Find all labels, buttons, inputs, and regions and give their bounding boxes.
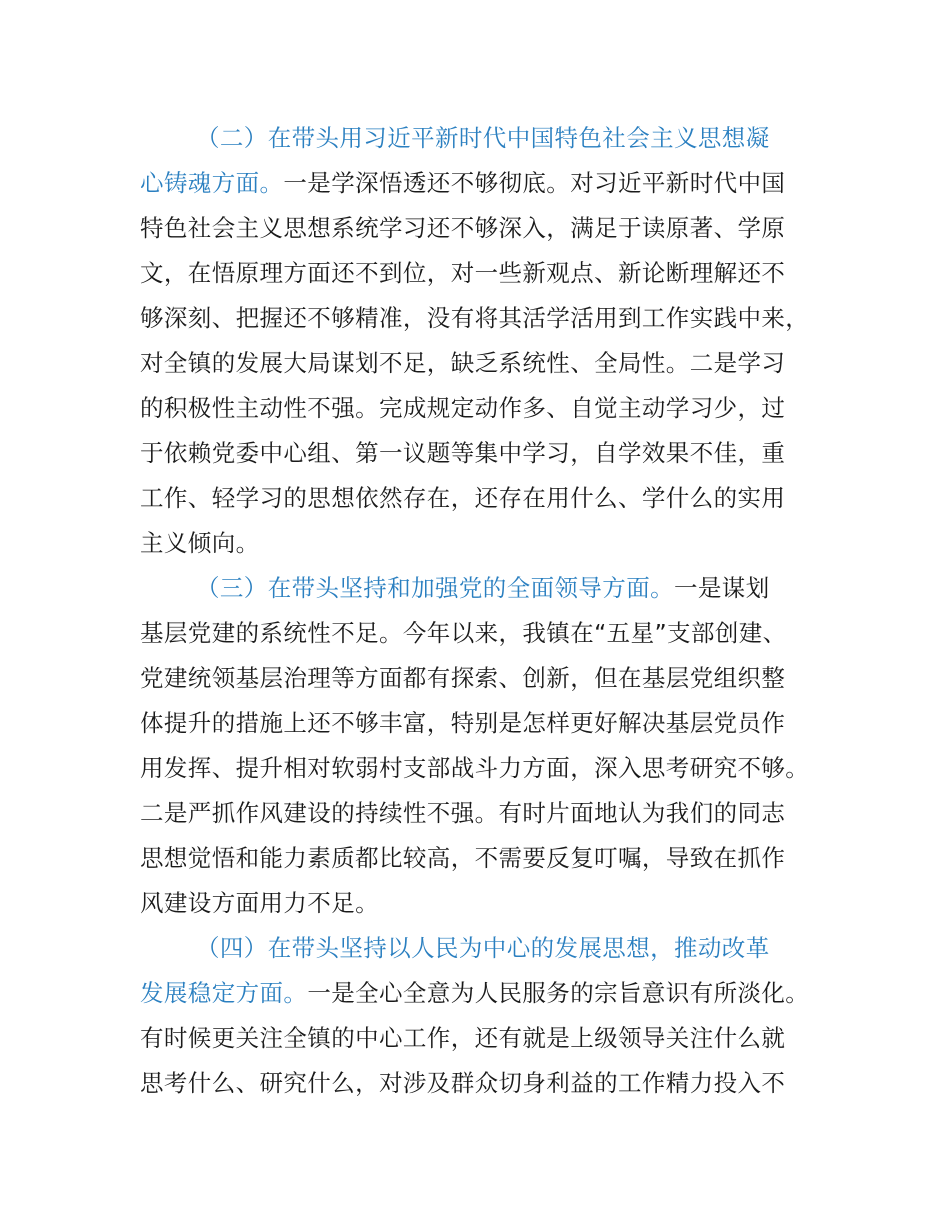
body-text: 用发挥、提升相对软弱村支部战斗力方面，深入思考研究不够。 bbox=[140, 754, 810, 782]
text-line bbox=[140, 116, 840, 161]
text-line bbox=[140, 161, 840, 206]
text-line bbox=[140, 881, 840, 926]
section-heading-text: 发展稳定方面。 bbox=[140, 979, 308, 1007]
text-line bbox=[140, 791, 840, 836]
section-heading-text: （三）在带头坚持和加强党的全面领导方面。 bbox=[196, 574, 674, 602]
body-text: 的积极性主动性不强。完成规定动作多、自觉主动学习少，过 bbox=[140, 394, 786, 422]
body-text: 党建统领基层治理等方面都有探索、创新，但在基层党组织整 bbox=[140, 664, 786, 692]
section-3-paragraph bbox=[140, 566, 840, 926]
text-line bbox=[140, 251, 840, 296]
text-line bbox=[140, 971, 840, 1016]
body-text: 于依赖党委中心组、第一议题等集中学习，自学效果不佳，重 bbox=[140, 439, 786, 467]
text-line bbox=[140, 611, 840, 656]
text-line bbox=[140, 206, 840, 251]
text-line bbox=[140, 746, 840, 791]
body-text: 二是严抓作风建设的持续性不强。有时片面地认为我们的同志 bbox=[140, 799, 786, 827]
text-line bbox=[140, 701, 840, 746]
text-line bbox=[140, 1016, 840, 1061]
body-text: 够深刻、把握还不够精准，没有将其活学活用到工作实践中来， bbox=[140, 304, 810, 332]
body-text: 思想觉悟和能力素质都比较高，不需要反复叮嘱，导致在抓作 bbox=[140, 844, 786, 872]
body-text: 风建设方面用力不足。 bbox=[140, 889, 379, 917]
section-2-paragraph bbox=[140, 116, 840, 566]
text-line bbox=[140, 341, 840, 386]
section-heading-text: （二）在带头用习近平新时代中国特色社会主义思想凝 bbox=[196, 124, 770, 152]
body-text: 特色社会主义思想系统学习还不够深入，满足于读原著、学原 bbox=[140, 214, 786, 242]
text-line bbox=[140, 926, 840, 971]
text-line bbox=[140, 296, 840, 341]
body-text: 主义倾向。 bbox=[140, 529, 260, 557]
section-heading-text: （四）在带头坚持以人民为中心的发展思想，推动改革 bbox=[196, 934, 770, 962]
section-4-paragraph bbox=[140, 926, 840, 1106]
text-line bbox=[140, 656, 840, 701]
body-text: 思考什么、研究什么，对涉及群众切身利益的工作精力投入不 bbox=[140, 1069, 786, 1097]
text-line bbox=[140, 836, 840, 881]
body-text: 一是谋划 bbox=[674, 574, 770, 602]
body-text: 对全镇的发展大局谋划不足，缺乏系统性、全局性。二是学习 bbox=[140, 349, 786, 377]
text-line bbox=[140, 1061, 840, 1106]
text-line bbox=[140, 476, 840, 521]
body-text: 工作、轻学习的思想依然存在，还存在用什么、学什么的实用 bbox=[140, 484, 786, 512]
body-text: 有时候更关注全镇的中心工作，还有就是上级领导关注什么就 bbox=[140, 1024, 786, 1052]
body-text: 基层党建的系统性不足。今年以来，我镇在“五星”支部创建、 bbox=[140, 619, 787, 647]
text-line bbox=[140, 566, 840, 611]
section-heading-text: 心铸魂方面。 bbox=[140, 169, 284, 197]
body-text: 一是全心全意为人民服务的宗旨意识有所淡化。 bbox=[307, 979, 810, 1007]
body-text: 体提升的措施上还不够丰富，特别是怎样更好解决基层党员作 bbox=[140, 709, 786, 737]
body-text: 文，在悟原理方面还不到位，对一些新观点、新论断理解还不 bbox=[140, 259, 786, 287]
text-line bbox=[140, 386, 840, 431]
text-line bbox=[140, 431, 840, 476]
text-line bbox=[140, 521, 840, 566]
body-text: 一是学深悟透还不够彻底。对习近平新时代中国 bbox=[283, 169, 786, 197]
